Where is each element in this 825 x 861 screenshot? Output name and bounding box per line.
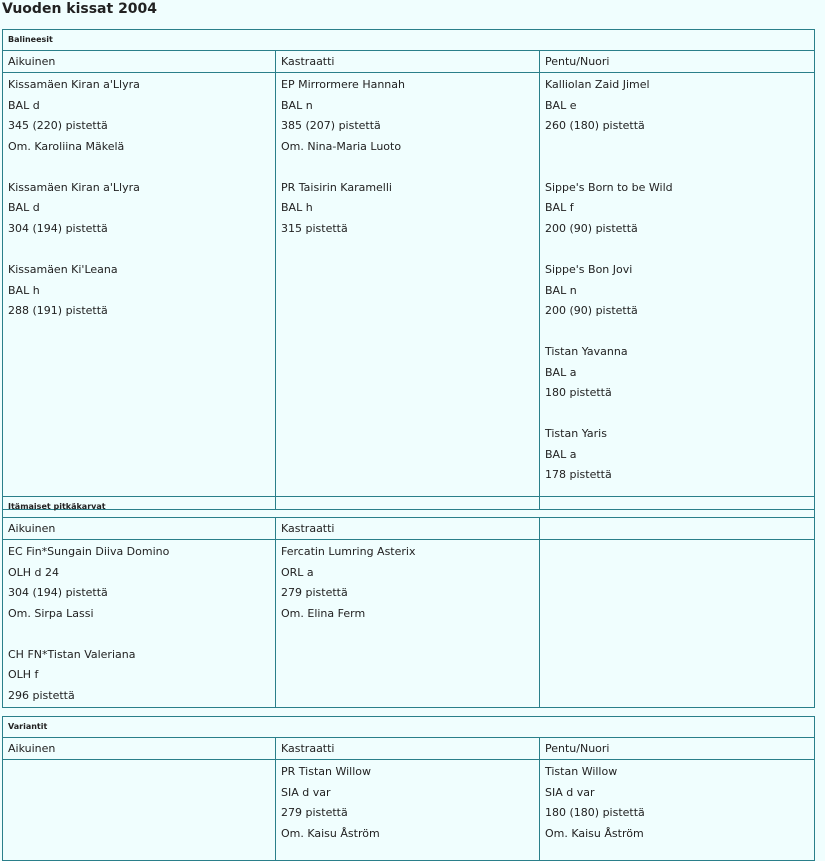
points: 304 (194) pistettä: [8, 222, 108, 236]
section-title-row: [3, 30, 815, 51]
cat-entry: [545, 762, 809, 845]
section-title-row: [3, 497, 815, 518]
column-header-aikuinen: Aikuinen: [3, 518, 276, 540]
breed-code: BAL h: [8, 283, 40, 297]
points: 260 (180) pistettä: [545, 119, 645, 133]
points: 296 pistettä: [8, 689, 75, 703]
cat-name: PR Taisirin Karamelli: [281, 180, 392, 194]
breed-code: SIA d var: [545, 785, 595, 799]
breed-code: OLH d 24: [8, 565, 60, 579]
points: 279 pistettä: [281, 806, 348, 820]
breed-code: BAL e: [545, 98, 577, 112]
breed-code: BAL h: [281, 201, 313, 215]
column-header-aikuinen: Aikuinen: [3, 738, 276, 760]
cat-name: Tistan Willow: [545, 765, 618, 778]
owner: Om. Kaisu Åström: [545, 827, 644, 841]
cat-name: Fercatin Lumring Asterix: [281, 545, 416, 558]
points: 180 pistettä: [545, 386, 612, 400]
breed-code: BAL f: [545, 201, 574, 215]
column-header-pentu-nuori: Pentu/Nuori: [540, 51, 815, 73]
cat-entry: [545, 342, 809, 404]
cat-entry: [8, 178, 270, 240]
points: 279 pistettä: [281, 586, 348, 600]
points: 178 pistettä: [545, 468, 612, 482]
cat-entry: [545, 424, 809, 486]
cat-entry: [545, 178, 809, 240]
entries-cell: [540, 760, 815, 861]
entries-cell: [276, 760, 540, 861]
cat-entry: [8, 75, 270, 158]
points: 385 (207) pistettä: [281, 119, 381, 133]
cat-name: Kissamäen Kiran a'Llyra: [8, 180, 140, 194]
owner: [545, 137, 809, 158]
section-title: Itämaiset pitkäkarvat: [3, 497, 815, 518]
entries-row: [3, 760, 815, 861]
column-header-row: [3, 51, 815, 73]
breed-code: BAL a: [545, 365, 577, 379]
cat-name: Kissamäen Kiran a'Llyra: [8, 78, 140, 91]
owner: Om. Elina Ferm: [281, 607, 366, 621]
entries-cell: [3, 760, 276, 861]
cat-name: Sippe's Bon Jovi: [545, 262, 633, 276]
cat-name: Tistan Yavanna: [545, 344, 628, 358]
owner: Om. Karoliina Mäkelä: [8, 140, 125, 154]
column-header-row: [3, 518, 815, 540]
column-header-kastraatti: Kastraatti: [276, 51, 540, 73]
section-table-variantit: [2, 716, 815, 861]
column-header-kastraatti: Kastraatti: [276, 738, 540, 760]
cat-entry: [281, 75, 534, 158]
entries-row: [3, 540, 815, 708]
section-title: Balineesit: [3, 30, 815, 51]
cat-name: EP Mirrormere Hannah: [281, 78, 405, 91]
points: 200 (90) pistettä: [545, 222, 638, 236]
section-table-balineesit: [2, 29, 815, 510]
breed-code: BAL a: [545, 447, 577, 461]
cat-entry: [545, 75, 809, 158]
entries-cell: [540, 73, 815, 510]
entries-cell: [276, 540, 540, 708]
points: 180 (180) pistettä: [545, 806, 645, 820]
breed-code: ORL a: [281, 565, 314, 579]
points: 315 pistettä: [281, 222, 348, 236]
cat-name: PR Tistan Willow: [281, 765, 371, 778]
breed-code: SIA d var: [281, 785, 331, 799]
cat-name: Tistan Yaris: [545, 426, 607, 440]
section-title-row: [3, 717, 815, 738]
entries-cell: [3, 73, 276, 510]
owner: Om. Kaisu Åström: [281, 827, 380, 841]
breed-code: BAL d: [8, 98, 40, 112]
points: 304 (194) pistettä: [8, 586, 108, 600]
breed-code: BAL n: [545, 283, 577, 297]
entries-cell: [3, 540, 276, 708]
cat-name: Kissamäen Ki'Leana: [8, 262, 118, 276]
breed-code: BAL n: [281, 98, 313, 112]
column-header-row: [3, 738, 815, 760]
cat-entry: [8, 542, 270, 625]
page-title: Vuoden kissat 2004: [2, 1, 158, 17]
cat-entry: [281, 542, 534, 625]
column-header-kastraatti: Kastraatti: [276, 518, 540, 540]
cat-entry: [281, 178, 534, 240]
cat-entry: [545, 260, 809, 322]
cat-name: Sippe's Born to be Wild: [545, 180, 673, 194]
points: 345 (220) pistettä: [8, 119, 108, 133]
cat-name: CH FN*Tistan Valeriana: [8, 647, 136, 661]
owner: Om. Sirpa Lassi: [8, 607, 94, 621]
breed-code: BAL d: [8, 201, 40, 215]
cat-name: EC Fin*Sungain Diiva Domino: [8, 545, 170, 558]
cat-name: Kalliolan Zaid Jimel: [545, 78, 650, 91]
entries-cell: [276, 73, 540, 510]
entries-row: [3, 73, 815, 510]
section-title: Variantit: [3, 717, 815, 738]
cat-entry: [281, 762, 534, 845]
cat-entry: [8, 645, 270, 707]
section-table-itamaiset-pitkakarvat: [2, 496, 815, 708]
points: 200 (90) pistettä: [545, 304, 638, 318]
column-header-aikuinen: Aikuinen: [3, 51, 276, 73]
entries-cell: [540, 540, 815, 708]
column-header-empty: [540, 518, 815, 540]
points: 288 (191) pistettä: [8, 304, 108, 318]
owner: Om. Nina-Maria Luoto: [281, 140, 402, 154]
column-header-pentu-nuori: Pentu/Nuori: [540, 738, 815, 760]
cat-entry: [8, 260, 270, 322]
breed-code: OLH f: [8, 668, 39, 682]
